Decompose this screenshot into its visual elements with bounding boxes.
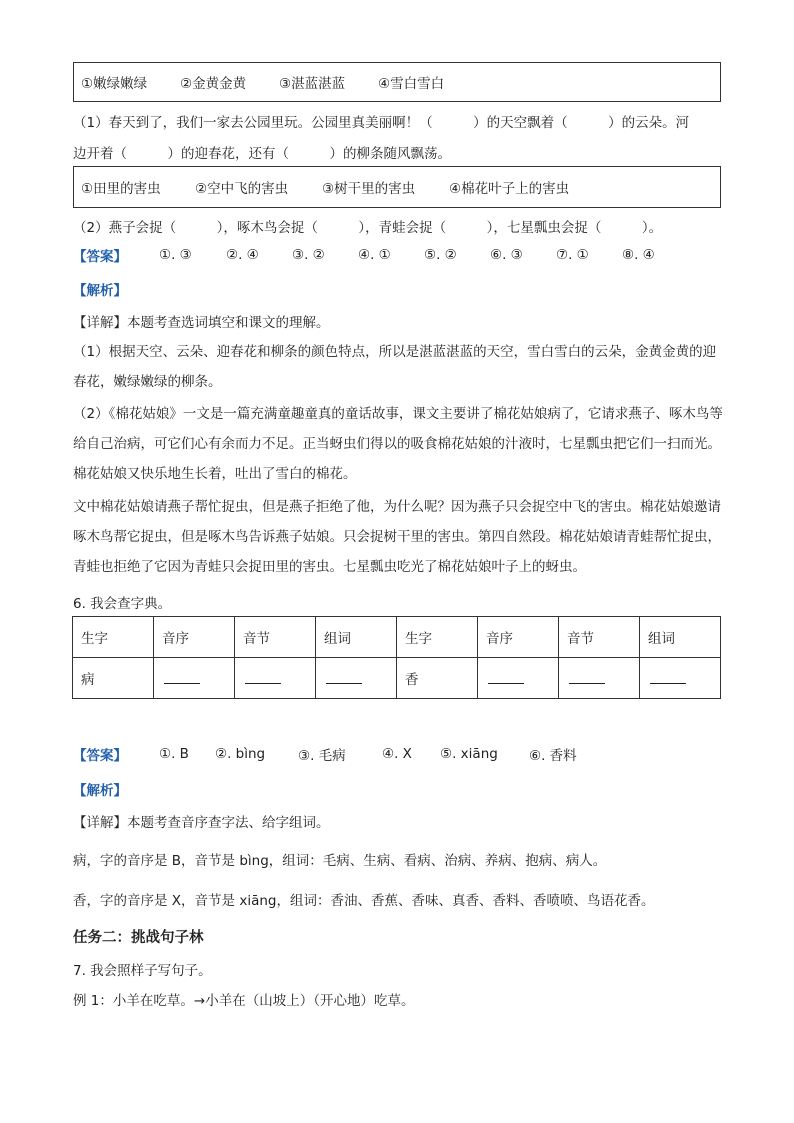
question-line: 边开着（ ）的迎春花，还有（ ）的柳条随风飘荡。	[73, 146, 451, 162]
table-header: 音序	[478, 617, 559, 658]
answer-item: ⑤. xiāng	[440, 746, 498, 762]
question-title: 7. 我会照样子写句子。	[73, 963, 212, 979]
answer-item: ①. B	[159, 746, 189, 762]
answer-blank	[488, 669, 524, 684]
table-header-row	[73, 617, 721, 658]
option: ①田里的害虫	[81, 181, 161, 197]
table-row	[73, 658, 721, 699]
answer-item: ①. ③	[159, 247, 192, 263]
answer-label: 【答案】	[73, 748, 127, 764]
explanation-line: 病，字的音序是 B，音节是 bìng，组词：毛病、生病、看病、治病、养病、抱病、病人。	[73, 853, 607, 869]
answer-item: ④. ①	[358, 247, 391, 263]
detail-line: 【详解】本题考查音序查字法、给字组词。	[73, 815, 330, 831]
table-cell-blank	[478, 658, 559, 699]
analysis-label: 【解析】	[73, 283, 127, 299]
option: ③湛蓝湛蓝	[279, 76, 346, 92]
answer-item: ⑤. ②	[424, 247, 457, 263]
table-header: 组词	[316, 617, 397, 658]
question-title: 6. 我会查字典。	[73, 596, 172, 612]
answer-row	[73, 744, 577, 764]
explanation-paragraph: （1）根据天空、云朵、迎春花和柳条的颜色特点，所以是湛蓝湛蓝的天空，雪白雪白的云朵，金黄金黄的迎春花，嫩绿嫩绿的柳条。	[73, 344, 717, 390]
answer-blank	[569, 669, 605, 684]
answer-label: 【答案】	[73, 249, 127, 265]
detail-line: 【详解】本题考查选词填空和课文的理解。	[73, 315, 330, 331]
table-cell-char: 病	[73, 658, 154, 699]
answer-blank	[326, 669, 362, 684]
answer-blank	[650, 669, 686, 684]
answer-blank	[245, 669, 281, 684]
table-cell-blank	[559, 658, 640, 699]
answer-item: ③. ②	[292, 247, 325, 263]
option: ④棉花叶子上的害虫	[449, 181, 570, 197]
dictionary-table	[72, 616, 721, 699]
table-header: 生字	[73, 617, 154, 658]
answer-item: ②. bìng	[215, 746, 266, 762]
question-line: （2）燕子会捉（ ），啄木鸟会捉（ ），青蛙会捉（ ），七星瓢虫会捉（ ）。	[73, 220, 663, 236]
table-cell-blank	[316, 658, 397, 699]
answer-item: ②. ④	[226, 247, 259, 263]
word-options-box	[73, 62, 721, 102]
table-header: 音节	[559, 617, 640, 658]
answer-item: ⑦. ①	[556, 247, 589, 263]
answer-item: ⑥. ③	[490, 247, 523, 263]
table-header: 音节	[235, 617, 316, 658]
table-cell-blank	[154, 658, 235, 699]
option: ②空中飞的害虫	[195, 181, 289, 197]
answer-blank	[164, 669, 200, 684]
table-cell-blank	[235, 658, 316, 699]
option: ④雪白雪白	[378, 76, 445, 92]
explanation-paragraph: 文中棉花姑娘请燕子帮忙捉虫，但是燕子拒绝了他，为什么呢？因为燕子只会捉空中飞的害虫。棉花姑娘邀请啄木鸟帮它捉虫，但是啄木鸟告诉燕子姑娘。只会捉树干里的害虫。第四自然段。棉花姑娘请青蛙帮忙捉虫，青蛙也拒绝了它因为青蛙只会捉田里的害虫。七星瓢虫吃光了棉花姑娘叶子上的蚜虫。	[73, 499, 721, 575]
table-header: 生字	[397, 617, 478, 658]
table-cell-char: 香	[397, 658, 478, 699]
option: ②金黄金黄	[180, 76, 247, 92]
answer-item: ③. 毛病	[298, 748, 346, 764]
table-cell-blank	[640, 658, 721, 699]
answer-item: ⑧. ④	[622, 247, 655, 263]
pest-options-box	[73, 166, 721, 208]
answer-row	[73, 245, 655, 265]
example-line: 例 1：小羊在吃草。→小羊在（山坡上）（开心地）吃草。	[73, 993, 415, 1009]
option: ①嫩绿嫩绿	[81, 76, 148, 92]
table-header: 音序	[154, 617, 235, 658]
answer-item: ④. X	[382, 746, 412, 762]
option: ③树干里的害虫	[322, 181, 416, 197]
explanation-paragraph: （2）《棉花姑娘》一文是一篇充满童趣童真的童话故事，课文主要讲了棉花姑娘病了，它请求燕子、啄木鸟等给自己治病，可它们心有余而力不足。正当蚜虫们得以的吸食棉花姑娘的汁液时，七星瓢虫把它们一扫而光。棉花姑娘又快乐地生长着，吐出了雪白的棉花。	[73, 406, 723, 482]
section-title: 任务二：挑战句子林	[73, 930, 204, 946]
answer-item: ⑥. 香料	[529, 748, 577, 764]
explanation-line: 香，字的音序是 X，音节是 xiāng，组词：香油、香蕉、香味、真香、香料、香喷喷、鸟语花香。	[73, 893, 655, 909]
question-line: （1）春天到了，我们一家去公园里玩。公园里真美丽啊！（ ）的天空飘着（ ）的云朵。河	[73, 115, 690, 131]
table-header: 组词	[640, 617, 721, 658]
analysis-label: 【解析】	[73, 783, 127, 799]
